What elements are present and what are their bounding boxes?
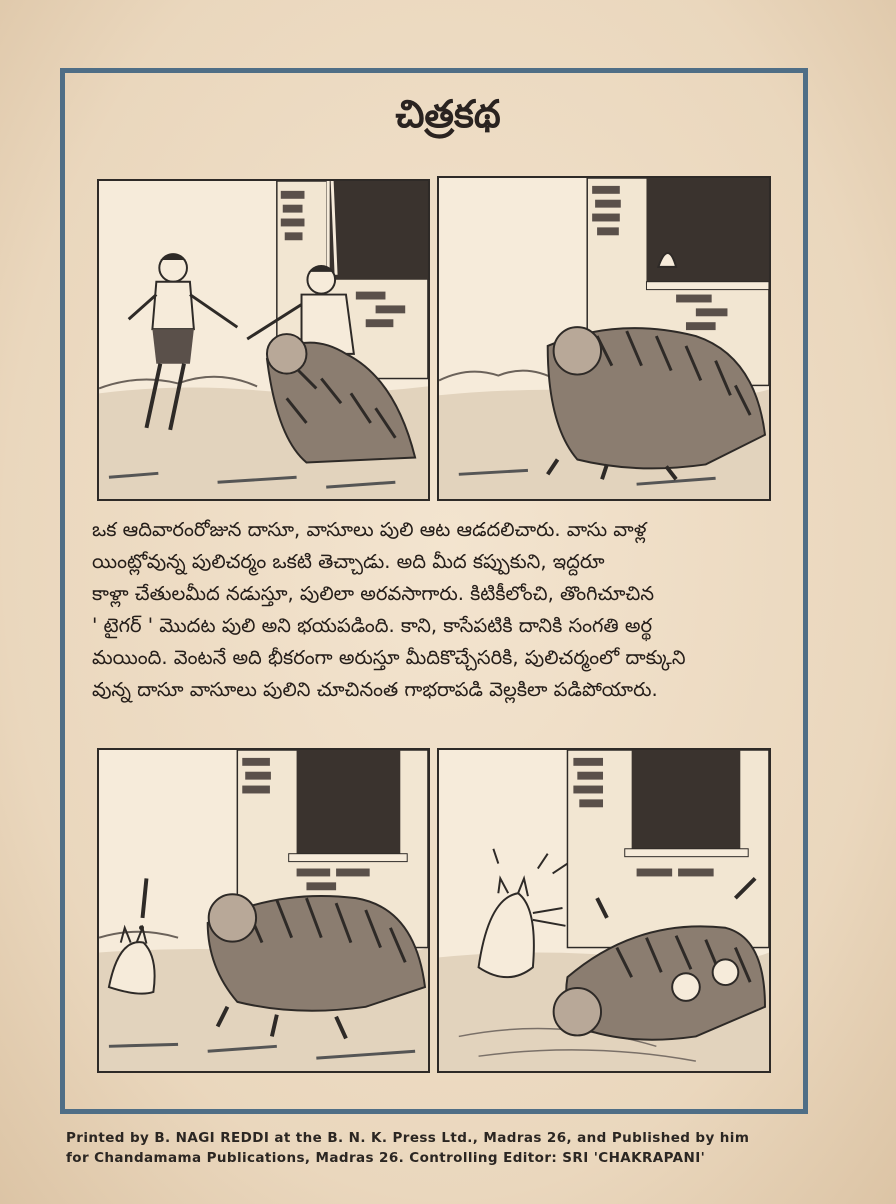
comic-panel-2: [437, 176, 771, 501]
story-text: [92, 514, 782, 706]
story-line-4: ' టైగర్ ' మొదట పులి అని భయపడింది. కాని, కాసేపటికి దానికి సంగతి అర్థ: [92, 614, 653, 637]
comic-panel-dog-barks-boys-fall-icon: [439, 750, 769, 1071]
footer-line-2: for Chandamama Publications, Madras 26. Controlling Editor: SRI 'CHAKRAPANI': [66, 1150, 706, 1166]
comic-panel-4: [437, 748, 771, 1073]
comic-panel-3: [97, 748, 430, 1073]
publication-footer: [66, 1128, 826, 1168]
story-line-5: మయింది. వెంటనే అది భీకరంగా అరుస్తూ మీదికొచ్చేసరికి, పులిచర్మంలో దాక్కుని: [92, 646, 686, 669]
story-line-6: వున్న దాసూ వాసూలు పులిని చూచినంత గాభరాపడి వెల్లకిలా పడిపోయారు.: [92, 678, 658, 701]
comic-panel-boys-crawling-under-tiger-skin-icon: [439, 178, 769, 499]
story-line-3: కాళ్లా చేతులమీద నడుస్తూ, పులిలా అరవసాగారు. కిటికీలోంచి, తొంగిచూచిన: [92, 582, 655, 605]
footer-line-1: Printed by B. NAGI REDDI at the B. N. K. Press Ltd., Madras 26, and Published by him: [66, 1130, 750, 1146]
story-line-2: యింట్లోవున్న పులిచర్మం ఒకటి తెచ్చాడు. అది మీద కప్పుకుని, ఇద్దరూ: [92, 550, 605, 573]
story-line-1: ఒక ఆదివారంరోజున దాసూ, వాసూలు పులి ఆట ఆడదలిచారు. వాసు వాళ్ల: [92, 518, 647, 541]
comic-panel-1: [97, 179, 430, 501]
comic-panel-boys-with-tiger-skin-icon: [99, 181, 428, 499]
page-title: చిత్రకథ: [395, 92, 501, 136]
comic-panel-dog-sees-tiger-icon: [99, 750, 428, 1071]
